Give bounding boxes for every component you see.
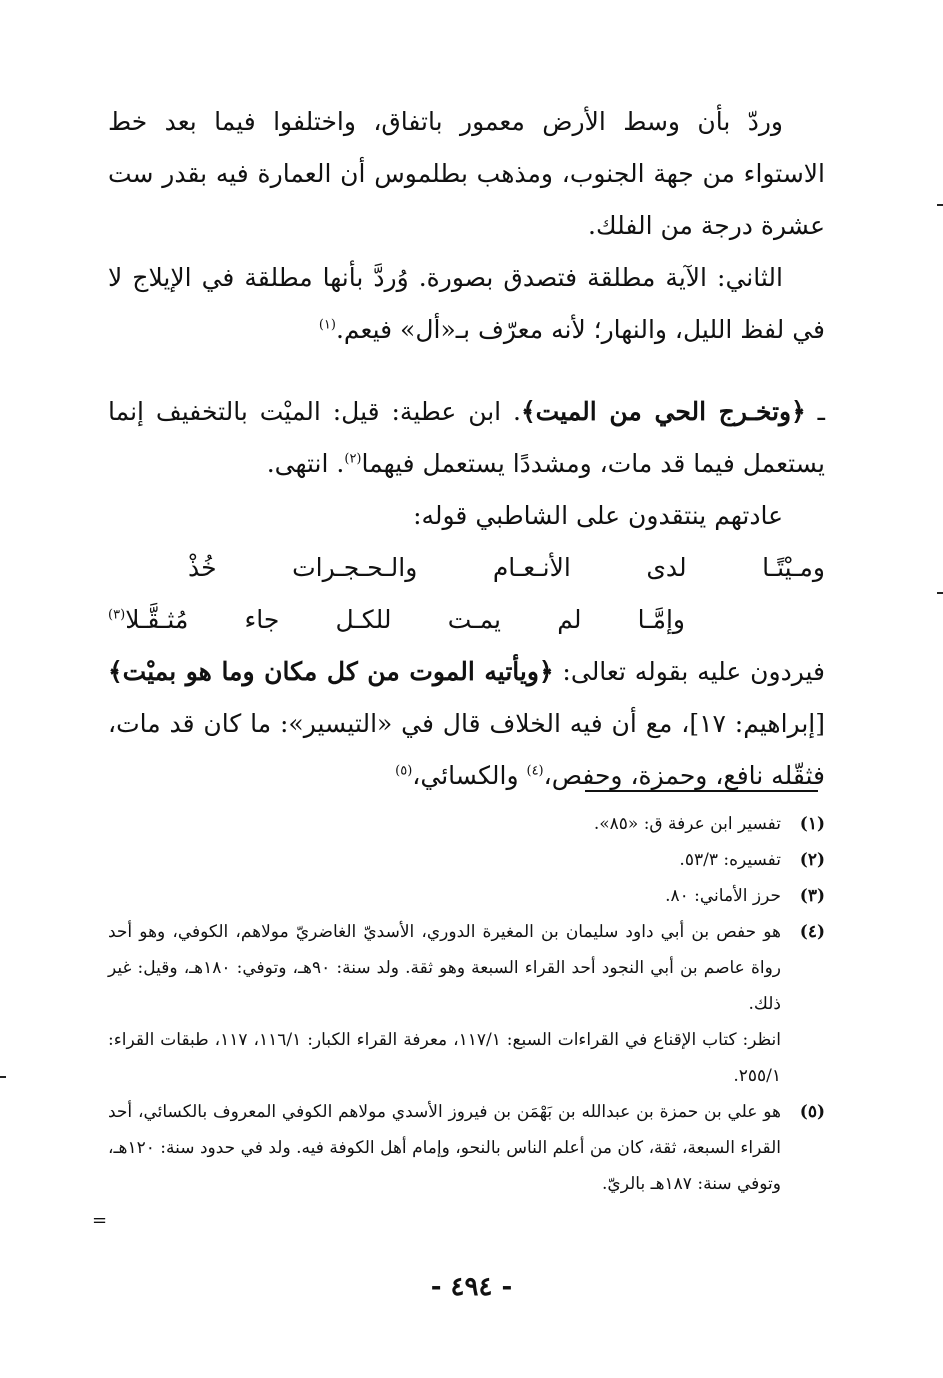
footnote-text: انظر: كتاب الإقناع في القراءات السبع: ١١٧/١، معرفة القراء الكبار: ١١٦/١، ١١٧، طبقات القراء: ٢٥٥/١. (108, 1030, 781, 1086)
footnote-text: هو حفص بن أبي داود سليمان بن المغيرة الدوري، الأسديّ الغاضريّ مولاهم، الكوفي، وهو أحد رواة عاصم بن أبي النجود أحد القراء السبعة وهو ثقة. ولد سنة: ٩٠هـ، وتوفي: ١٨٠هـ، وقيل: غير ذلك. (108, 922, 781, 1014)
footnote-4 (108, 914, 825, 1094)
footnote-body (108, 842, 781, 878)
verse-word: وإمَّـا (637, 605, 685, 634)
quran-verse-1: ﴿وتخـرج الحي من الميت﴾ (520, 397, 806, 426)
paragraph-3 (108, 386, 825, 490)
verse-word: والـحـجـرات (292, 553, 418, 582)
paragraph-2-text: الثاني: الآية مطلقة فتصدق بصورة. وُردَّ بأنها مطلقة في الإيلاج لا في لفظ الليل، والنهار؛ لأنه معرّف بـ«أل» فيعم. (108, 263, 825, 344)
footnote-separator (585, 790, 818, 792)
paragraph-1-text: وردّ بأن وسط الأرض معمور باتفاق، واختلفوا فيما بعد خط الاستواء من جهة الجنوب، ومذهب بطلموس أن العمارة فيه بقدر ست عشرة درجة من الفلك. (108, 107, 825, 240)
footnote-body (108, 878, 781, 914)
verse-word: لم (557, 605, 582, 634)
verse-word: جاء (244, 605, 280, 634)
verse-word: للكـل (335, 605, 392, 634)
footnote-text: تفسير ابن عرفة ق: «٨٥». (593, 814, 781, 834)
footnote-text: تفسيره: ٥٣/٣. (679, 850, 781, 870)
footnote-body (108, 1094, 781, 1202)
footnote-ref-5: (٥) (395, 763, 413, 779)
footnote-ref-1: (١) (318, 317, 336, 333)
verse-word: خُذْ (188, 553, 217, 582)
footnote-text: هو علي بن حمزة بن عبدالله بن بَهْمَن بن فيروز الأسدي مولاهم الكوفي المعروف بالكسائي، أحد القراء السبعة، ثقة، كان من أعلم الناس بالنحو، وإمام أهل الكوفة فيه. ولد في حدود سنة: ١٢٠هـ، وتوفي سنة: ١٨٧هـ بالريّ. (108, 1102, 781, 1194)
footnote-number: (٢) (799, 850, 825, 870)
footnote-number: (٣) (799, 886, 825, 906)
verse-word-last (108, 594, 188, 646)
footnote-number: (٥) (799, 1102, 825, 1122)
footnotes (108, 806, 825, 1202)
verse-word: مُثـقَّـلا (125, 605, 189, 634)
quran-verse-2: ﴿ويأتيه الموت من كل مكان وما هو بميْت﴾ (108, 657, 554, 686)
verse-word: ومـيْتًـا (762, 553, 825, 582)
footnote-number: (٤) (799, 922, 825, 942)
paragraph-5-text: فيردون عليه بقوله تعالى: (553, 657, 825, 686)
paragraph-4-text: عادتهم ينتقدون على الشاطبي قوله: (413, 501, 783, 530)
page-number: - ٤٩٤ - (430, 1272, 513, 1302)
footnote-3 (108, 878, 825, 914)
paragraph-3-text: . ابن عطية: قيل: الميْت بالتخفيف إنما يستعمل فيما قد مات، ومشددًا يستعمل فيهما (108, 397, 825, 478)
section-gap (108, 356, 825, 386)
margin-mark: = (92, 1210, 108, 1231)
footnote-ref-3: (٣) (108, 607, 126, 623)
poem (108, 542, 825, 646)
paragraph-3-end: . انتهى. (266, 449, 345, 478)
footnote-body (108, 806, 781, 842)
paragraph-2 (108, 252, 825, 356)
footnote-body (108, 914, 781, 1094)
footnote-number: (١) (799, 814, 825, 834)
poem-verse-1 (188, 542, 825, 594)
main-text (108, 96, 825, 802)
paragraph-5-text-3: والكسائي، (412, 761, 527, 790)
verse-word: يمـت (447, 605, 501, 634)
footnote-5 (108, 1094, 825, 1202)
footnote-1 (108, 806, 825, 842)
footnote-text: حرز الأماني: ٨٠. (665, 886, 781, 906)
paragraph-5 (108, 646, 825, 802)
paragraph-5-text-2: [إبراهيم: ١٧]، مع أن فيه الخلاف قال في «التيسير»: ما كان قد مات، فثقّله نافع، وحمزة، وحفص، (108, 709, 825, 790)
poem-verse-2 (108, 594, 685, 646)
scan-edge-mark (0, 1076, 6, 1078)
paragraph-1 (108, 96, 825, 252)
verse-word: لدى (646, 553, 687, 582)
scan-edge-mark (937, 592, 943, 594)
paragraph-3-dash: ـ (817, 397, 825, 426)
footnote-ref-2: (٢) (344, 451, 362, 467)
verse-word: الأنـعـام (492, 553, 571, 582)
footnote-2 (108, 842, 825, 878)
paragraph-4 (108, 490, 825, 542)
footnote-ref-4: (٤) (526, 763, 544, 779)
scan-edge-mark (937, 204, 943, 206)
